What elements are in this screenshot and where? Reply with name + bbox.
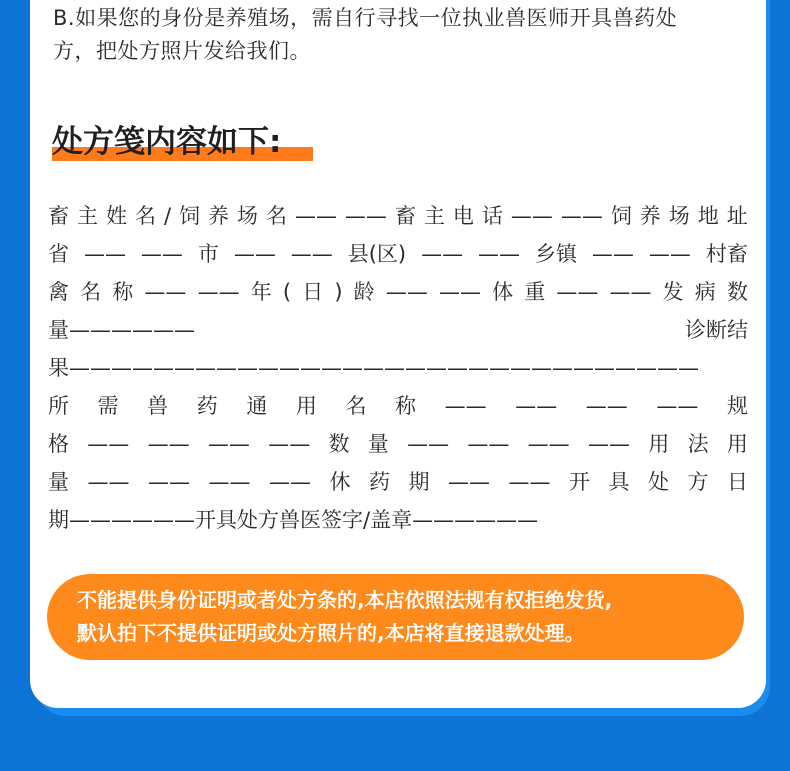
form-text: 饲 bbox=[179, 204, 200, 228]
form-text: 期 bbox=[408, 470, 430, 494]
form-text: 称 bbox=[112, 280, 134, 304]
form-text: —— bbox=[87, 432, 130, 456]
heading-title: 处方笺内容如下: bbox=[52, 124, 282, 160]
form-text: —— bbox=[87, 470, 130, 494]
form-text: —— bbox=[591, 242, 634, 266]
form-text: 果—————————————————————————————— bbox=[48, 356, 699, 380]
form-text: 畜 bbox=[394, 204, 416, 228]
form-text: —— bbox=[515, 394, 558, 418]
form-text: 日 bbox=[302, 280, 324, 304]
form-text: —— bbox=[233, 242, 276, 266]
form-text: 话 bbox=[481, 204, 503, 228]
notice-line-1: 不能提供身份证明或者处方条的,本店依照法规有权拒绝发货, bbox=[77, 588, 613, 612]
form-text: 规 bbox=[726, 394, 748, 418]
form-text: 龄 bbox=[353, 280, 375, 304]
form-text: 用 bbox=[648, 432, 670, 456]
form-line bbox=[48, 463, 748, 501]
form-line bbox=[48, 311, 748, 349]
form-text: 养 bbox=[207, 204, 229, 228]
notice-line-2: 默认拍下不提供证明或处方照片的,本店将直接退款处理。 bbox=[77, 621, 585, 645]
form-text: 畜 bbox=[48, 204, 69, 228]
form-line bbox=[48, 273, 748, 311]
form-text: 发 bbox=[662, 280, 684, 304]
form-text: 禽 bbox=[48, 280, 69, 304]
form-text: 法 bbox=[687, 432, 709, 456]
form-text: —— bbox=[560, 204, 603, 228]
intro-line-2: 方，把处方照片发给我们。 bbox=[53, 39, 311, 63]
form-text: 兽 bbox=[147, 394, 169, 418]
form-text: 名 bbox=[265, 204, 287, 228]
intro-text bbox=[53, 2, 753, 68]
form-text: 量 bbox=[367, 432, 389, 456]
form-text: 养 bbox=[639, 204, 661, 228]
form-text: —— bbox=[197, 280, 240, 304]
form-text: 格 bbox=[48, 432, 69, 456]
form-text: ( bbox=[282, 280, 292, 304]
form-text: 主 bbox=[423, 204, 445, 228]
form-text: —— bbox=[407, 432, 450, 456]
form-text: 址 bbox=[726, 204, 748, 228]
form-text: 省 bbox=[48, 242, 69, 266]
form-text: 县(区) bbox=[347, 242, 407, 266]
form-text: 通 bbox=[246, 394, 268, 418]
form-text: —— bbox=[83, 242, 126, 266]
form-text: —— bbox=[207, 432, 250, 456]
form-text: 所 bbox=[48, 394, 69, 418]
form-text: —— bbox=[587, 432, 630, 456]
form-text: —— bbox=[290, 242, 333, 266]
form-text: 休 bbox=[329, 470, 351, 494]
form-text: 病 bbox=[694, 280, 716, 304]
form-line bbox=[48, 349, 748, 387]
form-text: —— bbox=[344, 204, 387, 228]
form-text: 名 bbox=[80, 280, 102, 304]
form-text: —— bbox=[656, 394, 699, 418]
form-text: —— bbox=[140, 242, 183, 266]
form-text: —— bbox=[385, 280, 428, 304]
form-text: 诊断结 bbox=[685, 318, 748, 342]
form-line bbox=[48, 501, 748, 539]
form-text: / bbox=[163, 204, 172, 228]
form-text: 日 bbox=[727, 470, 748, 494]
form-text: 村畜 bbox=[705, 242, 748, 266]
form-text: —— bbox=[648, 242, 691, 266]
form-text: —— bbox=[444, 394, 487, 418]
form-text: 处 bbox=[648, 470, 669, 494]
form-text: 需 bbox=[97, 394, 119, 418]
form-text: 年 bbox=[250, 280, 272, 304]
form-text: 量 bbox=[48, 470, 69, 494]
form-text: 电 bbox=[452, 204, 474, 228]
section-heading bbox=[52, 121, 281, 165]
form-text: 场 bbox=[236, 204, 258, 228]
form-line bbox=[48, 387, 748, 425]
form-text: —— bbox=[269, 470, 311, 494]
form-text: 药 bbox=[369, 470, 390, 494]
form-text: 药 bbox=[196, 394, 218, 418]
form-text: 期——————开具处方兽医签字/盖章—————— bbox=[48, 508, 539, 532]
form-text: —— bbox=[508, 470, 551, 494]
form-text: —— bbox=[148, 470, 190, 494]
notice-banner bbox=[47, 574, 744, 660]
form-line bbox=[48, 425, 748, 463]
form-text: 称 bbox=[395, 394, 417, 418]
form-text: ) bbox=[334, 280, 343, 304]
form-text: 地 bbox=[697, 204, 719, 228]
form-text: 姓 bbox=[105, 204, 127, 228]
form-text: 用 bbox=[726, 432, 748, 456]
form-text: 名 bbox=[345, 394, 367, 418]
form-text: —— bbox=[478, 242, 521, 266]
form-text: 重 bbox=[524, 280, 546, 304]
form-text: —— bbox=[147, 432, 190, 456]
form-text: —— bbox=[208, 470, 251, 494]
form-text: 数 bbox=[328, 432, 350, 456]
form-text: 数 bbox=[726, 280, 748, 304]
form-text: —— bbox=[144, 280, 187, 304]
form-text: 饲 bbox=[610, 204, 632, 228]
form-text: 乡镇 bbox=[534, 242, 577, 266]
form-text: 名 bbox=[134, 204, 156, 228]
form-text: 用 bbox=[295, 394, 317, 418]
intro-line-1: B.如果您的身份是养殖场，需自行寻找一位执业兽医师开具兽药处 bbox=[53, 6, 678, 30]
form-text: 具 bbox=[608, 470, 630, 494]
form-line bbox=[48, 235, 748, 273]
form-line bbox=[48, 197, 748, 235]
form-text: —— bbox=[438, 280, 481, 304]
form-text: 方 bbox=[687, 470, 709, 494]
form-text: 主 bbox=[76, 204, 98, 228]
form-text: —— bbox=[448, 470, 490, 494]
form-text: —— bbox=[294, 204, 337, 228]
form-text: —— bbox=[527, 432, 570, 456]
form-text: —— bbox=[467, 432, 510, 456]
form-text: —— bbox=[609, 280, 652, 304]
form-text: 体 bbox=[492, 280, 514, 304]
form-text: —— bbox=[510, 204, 553, 228]
form-text: 开 bbox=[569, 470, 590, 494]
form-text: —— bbox=[556, 280, 599, 304]
form-text: 场 bbox=[668, 204, 690, 228]
form-text: 市 bbox=[197, 242, 219, 266]
form-text: 量—————— bbox=[48, 318, 195, 342]
form-text: —— bbox=[585, 394, 628, 418]
form-text: —— bbox=[268, 432, 311, 456]
form-text: —— bbox=[421, 242, 464, 266]
